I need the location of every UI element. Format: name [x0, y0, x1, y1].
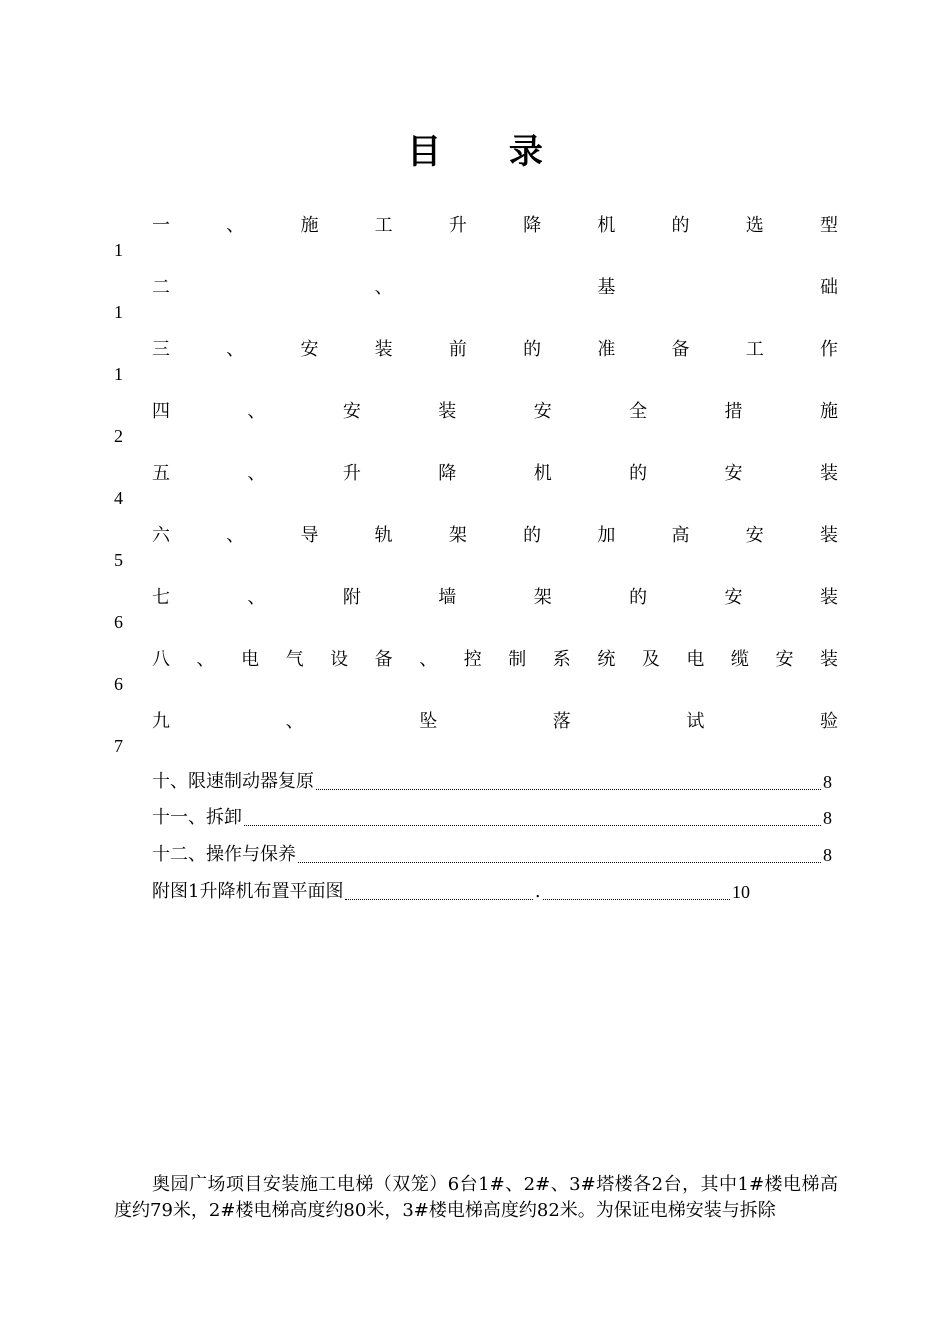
dotted-leader	[244, 824, 821, 826]
toc-entry-5-text	[152, 462, 838, 486]
toc-entry-6-text	[152, 524, 838, 548]
toc-char: 施	[819, 401, 838, 422]
toc-char: 措	[724, 401, 743, 422]
toc-char: 前	[448, 339, 467, 360]
toc-char: 工	[745, 339, 764, 360]
toc-entry-11	[152, 806, 832, 830]
toc-char: 施	[300, 215, 319, 236]
toc-entry-12	[152, 843, 832, 867]
toc-char: 设	[330, 649, 349, 670]
toc-char: 升	[342, 463, 361, 484]
toc-entry-1-page: 1	[114, 240, 123, 260]
toc-char: 电	[241, 649, 260, 670]
toc-char: 的	[523, 525, 542, 546]
toc-char: 基	[597, 277, 616, 298]
toc-entry-2-page: 1	[114, 302, 123, 322]
toc-char: 、	[226, 525, 245, 546]
toc-char: 选	[745, 215, 764, 236]
toc-char: 安	[745, 525, 764, 546]
toc-entry-4-page: 2	[114, 426, 123, 446]
toc-entry-9-text	[152, 710, 838, 734]
toc-char: 、	[247, 587, 266, 608]
toc-entry-8-page: 6	[114, 674, 123, 694]
toc-char: 、	[196, 649, 215, 670]
toc-entry-7-text	[152, 586, 838, 610]
toc-entry-label: 十一、拆卸	[152, 807, 242, 828]
toc-char: 安	[724, 587, 743, 608]
toc-char: 落	[552, 711, 571, 732]
toc-entry-page: 8	[823, 808, 832, 828]
dotted-leader	[316, 788, 821, 790]
toc-char: 试	[686, 711, 705, 732]
toc-char: 九	[152, 711, 170, 732]
toc-char: 导	[300, 525, 319, 546]
toc-char: 机	[597, 215, 616, 236]
toc-entry-2-text	[152, 276, 838, 300]
toc-char: 作	[819, 339, 838, 360]
toc-char: 工	[374, 215, 393, 236]
toc-entry-1-text	[152, 214, 838, 238]
toc-entry-page: 8	[823, 772, 832, 792]
toc-char: 系	[552, 649, 571, 670]
toc-char: 降	[438, 463, 457, 484]
toc-char: 装	[819, 463, 838, 484]
toc-char: 降	[523, 215, 542, 236]
toc-char: 三	[152, 339, 170, 360]
toc-entry-page: 10	[732, 882, 750, 902]
toc-char: 电	[686, 649, 705, 670]
toc-char: 安	[724, 463, 743, 484]
toc-char: 缆	[730, 649, 749, 670]
toc-char: 四	[152, 401, 170, 422]
dotted-leader	[298, 861, 821, 863]
toc-char: 安	[300, 339, 319, 360]
toc-char: 础	[819, 277, 838, 298]
toc-char: 装	[374, 339, 393, 360]
toc-char: 坠	[419, 711, 438, 732]
toc-char: 型	[819, 215, 838, 236]
toc-char: 轨	[374, 525, 393, 546]
toc-char: 统	[597, 649, 616, 670]
toc-char: 七	[152, 587, 170, 608]
toc-entry-5-page: 4	[114, 488, 123, 508]
toc-entry-label: 十二、操作与保养	[152, 844, 296, 865]
toc-entry-10	[152, 770, 832, 794]
toc-char: 八	[152, 649, 170, 670]
dotted-leader	[345, 898, 532, 900]
toc-entry-4-text	[152, 400, 838, 424]
toc-entry-8-text	[152, 648, 838, 672]
toc-char: 气	[285, 649, 304, 670]
toc-char: 的	[523, 339, 542, 360]
toc-char: 高	[671, 525, 690, 546]
toc-char: 的	[629, 463, 648, 484]
toc-entry-3-page: 1	[114, 364, 123, 384]
toc-char: 、	[374, 277, 393, 298]
toc-char: 二	[152, 277, 170, 298]
toc-char: 准	[597, 339, 616, 360]
toc-char: 控	[463, 649, 482, 670]
toc-entry-appendix	[152, 880, 750, 904]
toc-entry-page: 8	[823, 845, 832, 865]
toc-char: 机	[533, 463, 552, 484]
toc-char: 一	[152, 215, 170, 236]
toc-char: 备	[671, 339, 690, 360]
toc-char: 验	[819, 711, 838, 732]
body-paragraph: 奥园广场项目安装施工电梯（双笼）6台1#、2#、3#塔楼各2台，其中1#楼电梯高度约79米，2#楼电梯高度约80米，3#楼电梯高度约82米。为保证电梯安装与拆除	[114, 1174, 838, 1221]
toc-char: 架	[448, 525, 467, 546]
toc-char: 及	[641, 649, 660, 670]
toc-char: 、	[419, 649, 438, 670]
toc-char: 全	[629, 401, 648, 422]
toc-entry-3-text	[152, 338, 838, 362]
toc-char: 装	[438, 401, 457, 422]
toc-char: 的	[629, 587, 648, 608]
toc-char: 五	[152, 463, 170, 484]
toc-char: 安	[775, 649, 794, 670]
dotted-leader	[543, 898, 730, 900]
toc-title: 目 录	[407, 132, 571, 172]
toc-entry-mid-dot: .	[534, 881, 541, 902]
toc-char: 六	[152, 525, 170, 546]
toc-char: 加	[597, 525, 616, 546]
toc-char: 制	[508, 649, 527, 670]
toc-entry-6-page: 5	[114, 550, 123, 570]
toc-entry-9-page: 7	[114, 736, 123, 756]
toc-char: 墙	[438, 587, 457, 608]
toc-char: 架	[533, 587, 552, 608]
toc-char: 装	[819, 587, 838, 608]
toc-char: 、	[226, 215, 245, 236]
toc-entry-label: 附图1升降机布置平面图	[152, 881, 344, 902]
toc-char: 升	[448, 215, 467, 236]
toc-char: 、	[285, 711, 304, 732]
toc-char: 备	[374, 649, 393, 670]
toc-char: 的	[671, 215, 690, 236]
toc-char: 安	[342, 401, 361, 422]
toc-char: 附	[342, 587, 361, 608]
toc-char: 安	[533, 401, 552, 422]
toc-entry-label: 十、限速制动器复原	[152, 771, 314, 792]
toc-char: 、	[247, 463, 266, 484]
toc-entry-7-page: 6	[114, 612, 123, 632]
toc-char: 装	[819, 649, 838, 670]
toc-char: 、	[247, 401, 266, 422]
toc-char: 装	[819, 525, 838, 546]
toc-char: 、	[226, 339, 245, 360]
